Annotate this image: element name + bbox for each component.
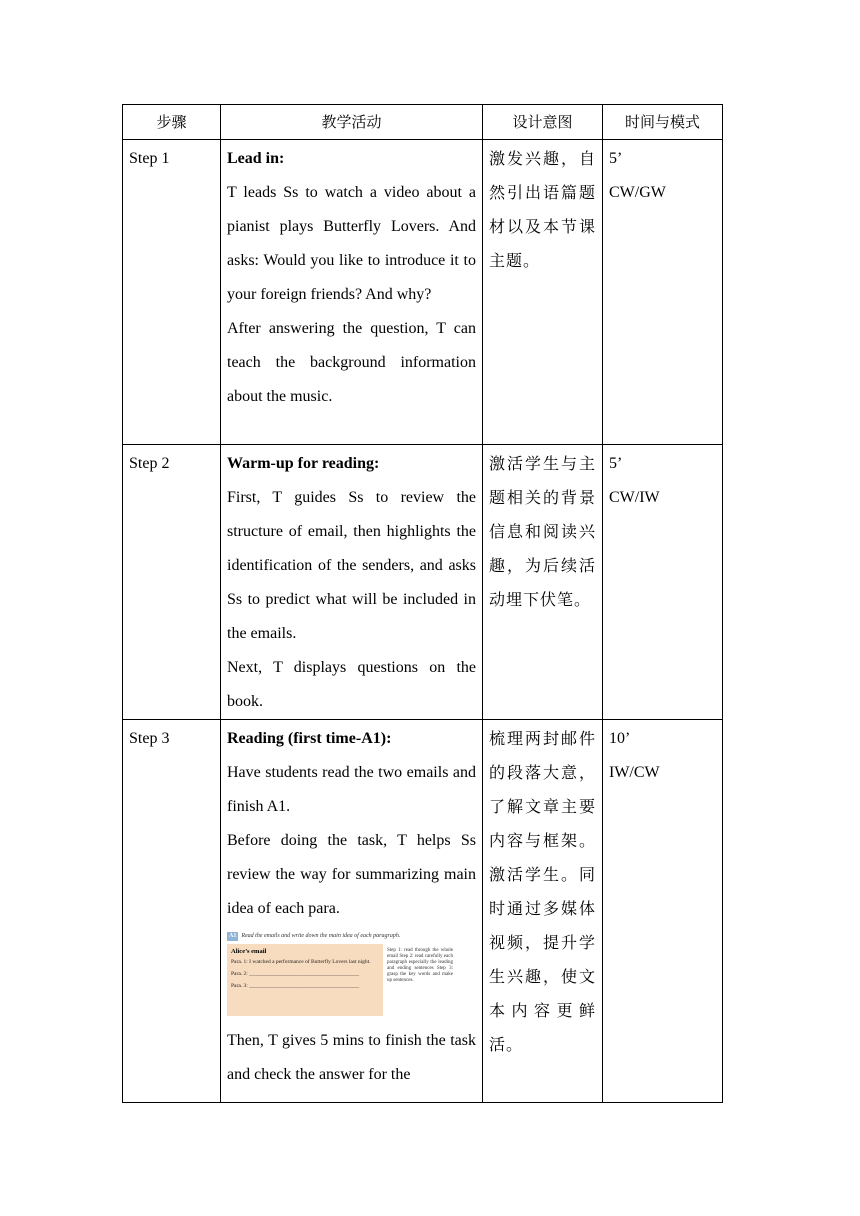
table-row xyxy=(123,720,723,1103)
step-label: Step 2 xyxy=(129,455,170,472)
time-value: 5’ xyxy=(609,455,623,472)
header-time-mode: 时间与模式 xyxy=(603,105,723,140)
time-value: 10’ xyxy=(609,730,631,747)
step-label: Step 1 xyxy=(129,150,170,167)
activity-title: Lead in: xyxy=(227,150,285,167)
activity-cell xyxy=(221,140,483,445)
intent-cell xyxy=(483,140,603,445)
figure-instruction xyxy=(227,932,453,941)
mode-value: CW/GW xyxy=(609,184,666,201)
header-intent: 设计意图 xyxy=(483,105,603,140)
activity-paragraph: Then, T gives 5 mins to finish the task and check the answer for the xyxy=(227,1032,476,1083)
intent-cell xyxy=(483,445,603,720)
activity-title: Reading (first time-A1): xyxy=(227,730,392,747)
header-row xyxy=(123,105,723,140)
table-row xyxy=(123,445,723,720)
activity-paragraph: T leads Ss to watch a video about a pianist plays Butterfly Lovers. And asks: Would you like to introduce it to your foreign friends? And why? xyxy=(227,184,476,303)
intent-cell xyxy=(483,720,603,1103)
intent-text: 激发兴趣，自然引出语篇题材以及本节课主题。 xyxy=(489,149,596,270)
activity-paragraph: Have students read the two emails and finish A1. xyxy=(227,764,476,815)
mode-value: CW/IW xyxy=(609,489,660,506)
lesson-plan-table xyxy=(122,104,723,1103)
activity-title: Warm-up for reading: xyxy=(227,455,380,472)
step-label: Step 3 xyxy=(129,730,170,747)
figure-answer-box xyxy=(227,944,383,1016)
figure-line: Para. 1: I watched a performance of Butterfly Lovers last night. xyxy=(231,959,371,965)
figure-badge: A1 xyxy=(229,933,237,939)
figure-steps: Step 1: read through the whole email Step 2: read carefully each paragraph especially the leading and ending sentences Step 3: grasp the key words and make up sentences. xyxy=(387,948,453,983)
activity-paragraph: First, T guides Ss to review the structure of email, then highlights the identification of the senders, and asks Ss to predict what will be included in the emails. xyxy=(227,489,476,642)
time-mode-cell xyxy=(603,445,723,720)
intent-text: 梳理两封邮件的段落大意，了解文章主要内容与框架。激活学生。同时通过多媒体视频，提升学生兴趣，使文本内容更鲜活。 xyxy=(489,729,596,1054)
step-cell xyxy=(123,720,221,1103)
activity-paragraph: Next, T displays questions on the book. xyxy=(227,659,476,710)
mode-value: IW/CW xyxy=(609,764,660,781)
figure-box-title: Alice’s email xyxy=(231,948,267,955)
header-activity: 教学活动 xyxy=(221,105,483,140)
activity-paragraph: After answering the question, T can teach the background information about the music. xyxy=(227,320,476,405)
activity-cell xyxy=(221,720,483,1103)
intent-text: 激活学生与主题相关的背景信息和阅读兴趣，为后续活动埋下伏笔。 xyxy=(489,454,596,609)
figure-instruction-text: Read the emails and write down the main idea of each paragraph. xyxy=(241,933,401,939)
time-mode-cell xyxy=(603,720,723,1103)
header-step: 步骤 xyxy=(123,105,221,140)
step-cell xyxy=(123,445,221,720)
activity-cell xyxy=(221,445,483,720)
time-mode-cell xyxy=(603,140,723,445)
time-value: 5’ xyxy=(609,150,623,167)
figure-line: Para. 3: ________________________________________ xyxy=(231,983,360,989)
figure-line: Para. 2: ________________________________________ xyxy=(231,971,360,977)
activity-paragraph: Before doing the task, T helps Ss review the way for summarizing main idea of each para. xyxy=(227,832,476,917)
step-cell xyxy=(123,140,221,445)
table-row xyxy=(123,140,723,445)
textbook-figure xyxy=(227,932,453,1018)
